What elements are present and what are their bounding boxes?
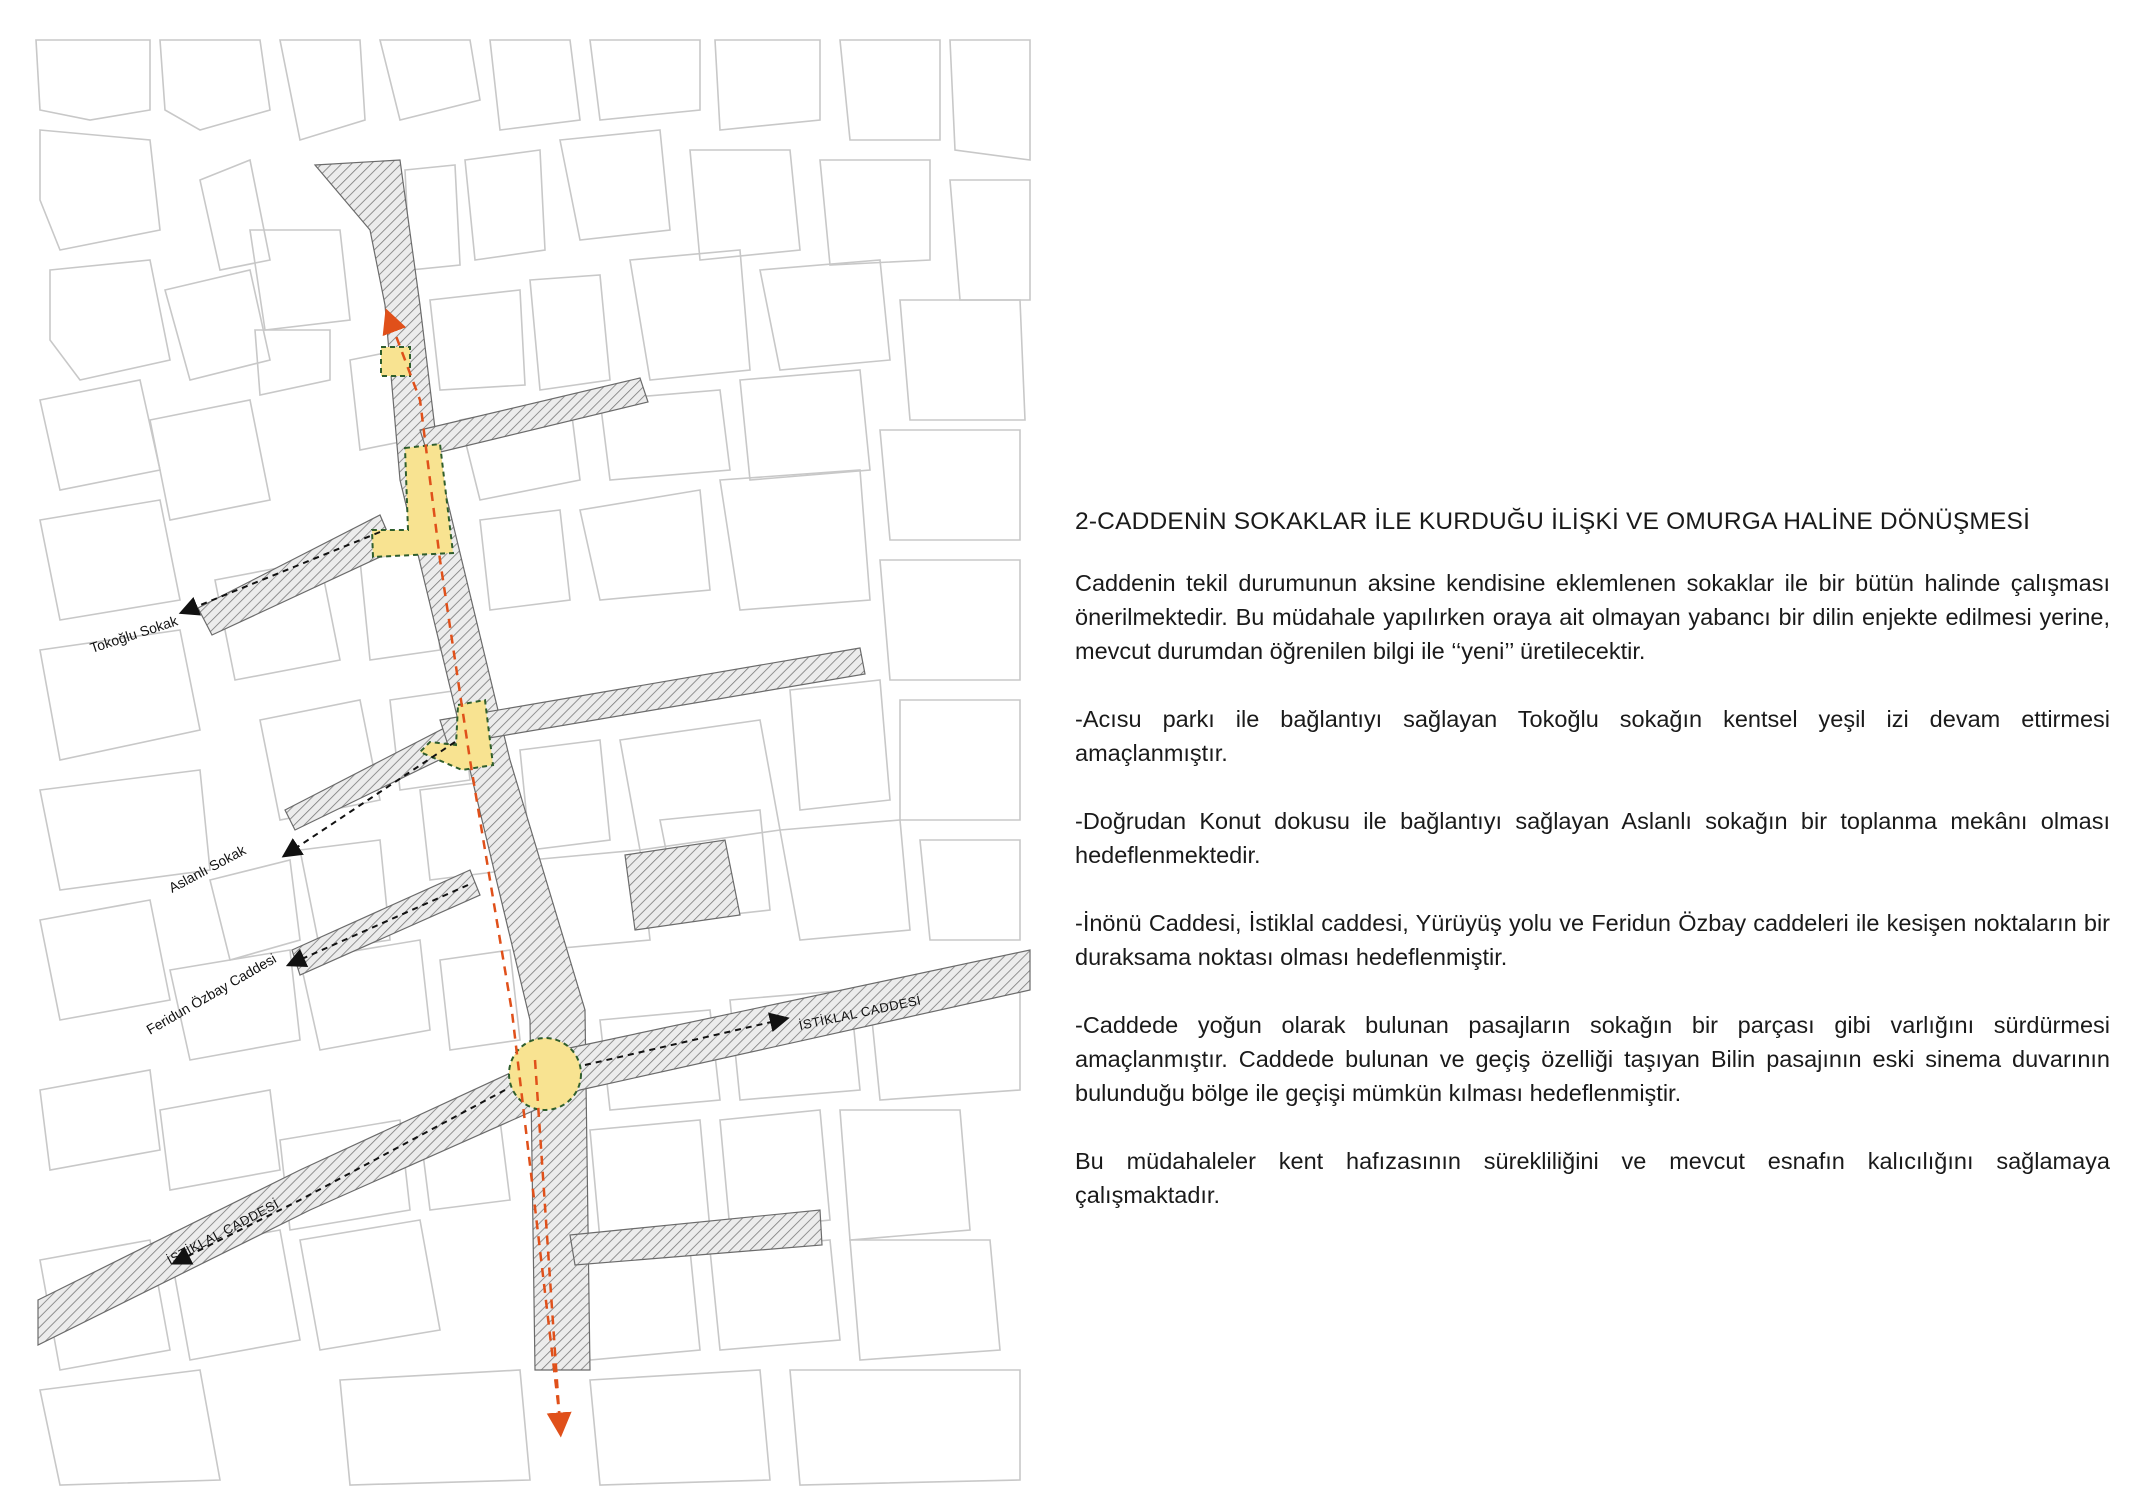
paragraph-passages: -Caddede yoğun olarak bulunan pasajların sokağın bir parçası gibi varlığını sürdürmesi amaçlanmıştır. Caddede bulunan ve geçiş özelliği taşıyan Bilin pasajının eski sinema duvarının bulunduğu bölge ile geçişi mümkün kılması hedeflenmiştir. [1075, 1012, 2110, 1106]
plaza-istiklal-junction [509, 1038, 581, 1110]
label-aslanli-sokak: Aslanlı Sokak [165, 841, 249, 896]
hatched-block [625, 840, 740, 930]
paragraph-conclusion: Bu müdahaleler kent hafızasının sürekliliğini ve mevcut esnafın kalıcılığını sağlamaya çalışmaktadır. [1075, 1148, 2110, 1208]
paragraph-intro: Caddenin tekil durumunun aksine kendisine eklemlenen sokaklar ile bir bütün halinde çalışması önerilmektedir. Bu müdahale yapılırken oraya ait olmayan yabancı bir dilin enjekte edilmesi yerine, mevcut durumdan öğrenilen bilgi ile ‘‘yeni’’ üretilecektir. [1075, 570, 2110, 664]
description-panel [1075, 508, 2110, 1246]
paragraph-intersections: -İnönü Caddesi, İstiklal caddesi, Yürüyüş yolu ve Feridun Özbay caddeleri ile kesişen noktaların bir duraksama noktası olması hedeflenmiştir. [1075, 910, 2110, 970]
label-tokoglu-sokak: Tokoğlu Sokak [87, 612, 180, 656]
label-istiklal-caddesi-east: İSTİKLAL CADDESİ [797, 992, 923, 1033]
aslanli-street [285, 720, 470, 830]
label-feridun-ozbay-caddesi: Feridun Özbay Caddesi [143, 950, 279, 1038]
plaza-tokoglu [372, 444, 453, 557]
label-istiklal-caddesi-west: İSTİKLAL CADDESİ [164, 1195, 282, 1268]
section-heading: 2-CADDENİN SOKAKLAR İLE KURDUĞU İLİŞKİ VE OMURGA HALİNE DÖNÜŞMESİ [1075, 508, 2031, 535]
urban-plan-map [0, 0, 1050, 1512]
cross-street-mid [440, 648, 865, 745]
paragraph-tokoglu: -Acısu parkı ile bağlantıyı sağlayan Tokoğlu sokağın kentsel yeşil izi devam ettirmesi amaçlanmıştır. [1075, 706, 2110, 766]
plaza-north [381, 347, 410, 376]
south-east-street [570, 1210, 822, 1265]
paragraph-aslanli: -Doğrudan Konut dokusu ile bağlantıyı sağlayan Aslanlı sokağın bir toplanma mekânı olması hedeflenmektedir. [1075, 808, 2110, 868]
